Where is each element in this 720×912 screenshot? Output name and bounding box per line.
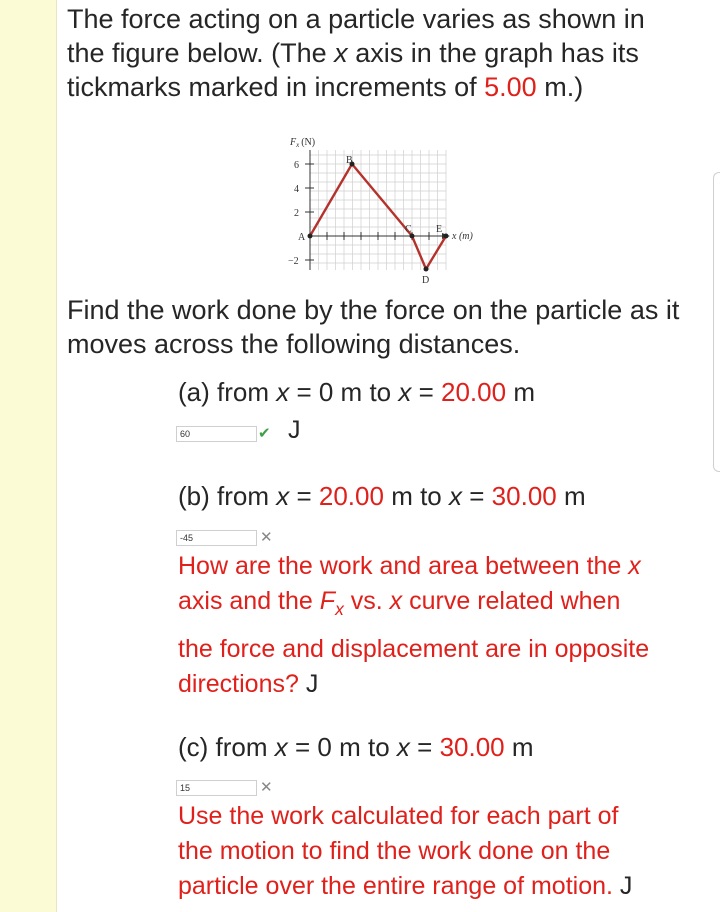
graph-grid bbox=[310, 150, 446, 270]
part-b-value: 30.00 bbox=[491, 481, 557, 511]
check-icon: ✔ bbox=[258, 425, 271, 442]
question-text bbox=[67, 293, 679, 361]
hint-c-line-2: the motion to find the work done on the bbox=[178, 837, 611, 865]
hint-b-line-3: the force and displacement are in opposite bbox=[178, 635, 650, 663]
y-tick-label-neg2: −2 bbox=[288, 256, 299, 267]
right-scroll-panel-edge bbox=[713, 172, 720, 472]
part-b-prompt: (b) from x = 20.00 m to x = 30.00 m bbox=[178, 481, 586, 511]
point-a-marker bbox=[308, 234, 313, 239]
problem-intro bbox=[67, 2, 645, 104]
point-c-label: C bbox=[405, 224, 412, 235]
y-axis-title: $F_x$ (N) bbox=[290, 137, 316, 149]
y-tick-label-2: 2 bbox=[294, 208, 299, 219]
point-d-label: D bbox=[422, 275, 430, 286]
part-b-hint bbox=[178, 549, 649, 702]
hint-b-line-1: How are the work and area between the x bbox=[178, 552, 641, 580]
increment-value: 5.00 bbox=[484, 72, 537, 102]
part-b-unit: J bbox=[305, 670, 319, 698]
force-graph bbox=[270, 130, 500, 290]
point-a-label: A bbox=[298, 232, 306, 243]
hint-c-line-3: particle over the entire range of motion. J bbox=[178, 872, 633, 900]
part-b-answer-field[interactable]: -45 bbox=[176, 530, 257, 546]
hint-b-line-4: directions? J bbox=[178, 670, 319, 698]
cross-icon: ✕ bbox=[260, 779, 273, 796]
point-e-label: E bbox=[436, 224, 443, 235]
part-a-answer-field[interactable]: 60 bbox=[176, 426, 257, 442]
intro-line-1: The force acting on a particle varies as shown in bbox=[67, 4, 645, 34]
x-axis-title: x (m) bbox=[452, 231, 473, 242]
hint-c-line-1: Use the work calculated for each part of bbox=[178, 802, 619, 830]
question-line-1: Find the work done by the force on the particle as it bbox=[67, 295, 680, 325]
part-b-from-value: 20.00 bbox=[318, 481, 384, 511]
part-a-prompt: (a) from x = 0 m to x = 20.00 m bbox=[178, 377, 535, 407]
intro-line-3: tickmarks marked in increments of 5.00 m.) bbox=[67, 72, 584, 102]
y-tick-label-6: 6 bbox=[294, 160, 299, 171]
part-c-answer-field[interactable]: 15 bbox=[176, 780, 257, 796]
part-a-unit: J bbox=[288, 416, 301, 444]
y-tick-label-4: 4 bbox=[294, 184, 299, 195]
left-margin-strip bbox=[0, 0, 57, 912]
part-c-hint bbox=[178, 799, 632, 904]
question-line-2: moves across the following distances. bbox=[67, 329, 521, 359]
cross-icon: ✕ bbox=[260, 529, 273, 546]
part-a-value: 20.00 bbox=[441, 377, 507, 407]
part-c-unit: J bbox=[619, 872, 633, 900]
point-d-marker bbox=[424, 267, 429, 272]
part-c-prompt: (c) from x = 0 m to x = 30.00 m bbox=[178, 732, 534, 762]
part-c-value: 30.00 bbox=[439, 732, 505, 762]
point-b-label: B bbox=[346, 155, 353, 166]
intro-line-2: the figure below. (The x axis in the graph has its bbox=[67, 38, 639, 68]
point-e-marker bbox=[444, 234, 449, 239]
hint-b-line-2: axis and the $F_x$ vs. x curve related when bbox=[178, 587, 621, 619]
